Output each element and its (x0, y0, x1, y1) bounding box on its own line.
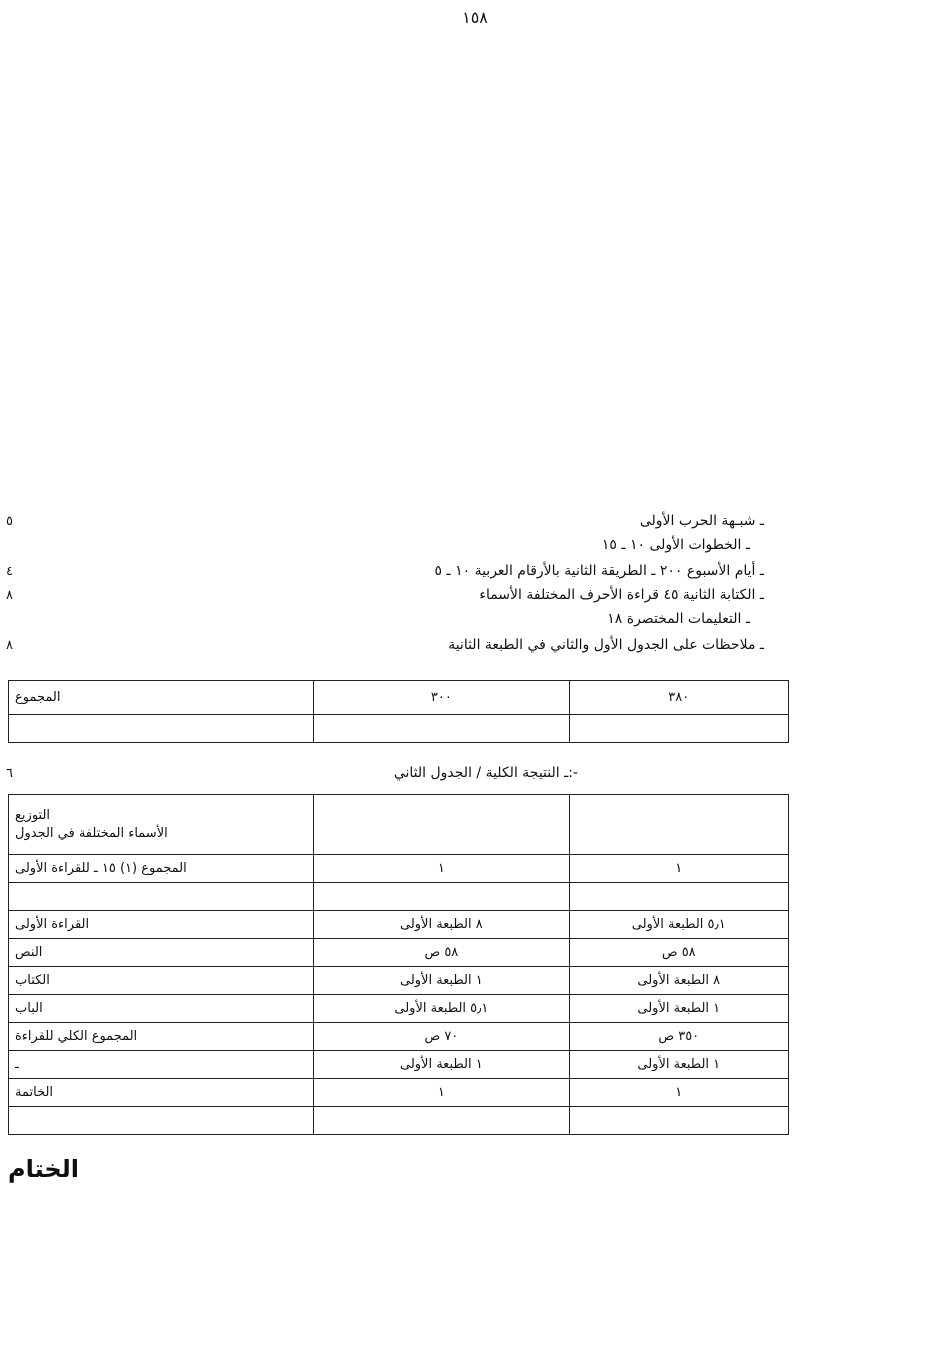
table-row (9, 1079, 789, 1107)
line-text: ـ الكتابة الثانية ٤٥ قراءة الأحرف المختلفة الأسماء (479, 587, 764, 603)
page-number: ١٥٨ (462, 8, 488, 27)
table-row (9, 1107, 789, 1135)
table-cell: ٣٥٠ ص (569, 1023, 788, 1051)
table-row (9, 715, 789, 743)
table-cell: الباب (9, 995, 314, 1023)
table-cell: المجموع (9, 681, 314, 715)
line-text: ـ الخطوات الأولى ١٠ ـ ١٥ (601, 537, 750, 553)
table-cell: ١ (314, 855, 569, 883)
table-cell: ١ الطبعة الأولى (314, 967, 569, 995)
line-number: ٥ (6, 514, 13, 529)
table-header-cell (314, 795, 569, 855)
table-row (9, 883, 789, 911)
table-cell: ١ (569, 1079, 788, 1107)
table-header-cell (569, 795, 788, 855)
line-text: ـ شبـهة الحرب الأولى (639, 513, 764, 529)
summary-table (8, 680, 789, 743)
closing-heading: الختام (8, 1155, 79, 1183)
table-cell (569, 715, 788, 743)
table-row (9, 967, 789, 995)
table-cell: ٥٨ ص (569, 939, 788, 967)
table-cell: ٣٠٠ (314, 681, 569, 715)
table-cell: ١ (569, 855, 788, 883)
table-cell: ٧٠ ص (314, 1023, 569, 1051)
numbered-line (0, 764, 950, 786)
header-line: الأسماء المختلفة في الجدول (15, 825, 168, 841)
table-cell: ٣٨٠ (569, 681, 788, 715)
numbered-line (0, 636, 950, 658)
numbered-line (0, 562, 950, 584)
numbered-line (0, 536, 950, 558)
table-cell: القراءة الأولى (9, 911, 314, 939)
table-row (9, 939, 789, 967)
table-cell (9, 1107, 314, 1135)
table-cell (9, 883, 314, 911)
table-cell: ١ الطبعة الأولى (569, 1051, 788, 1079)
table-row (9, 1023, 789, 1051)
table-cell: ٨ الطبعة الأولى (569, 967, 788, 995)
table-cell: المجموع (١) ١٥ ـ للقراءة الأولى (9, 855, 314, 883)
table-cell (9, 715, 314, 743)
table-cell: ٥٫١ الطبعة الأولى (569, 911, 788, 939)
table-cell: ١ (314, 1079, 569, 1107)
table-cell: ٥٫١ الطبعة الأولى (314, 995, 569, 1023)
table-cell: الكتاب (9, 967, 314, 995)
table-cell (314, 715, 569, 743)
table-header-row (9, 795, 789, 855)
table-cell: ٨ الطبعة الأولى (314, 911, 569, 939)
table-row (9, 681, 789, 715)
table-cell (569, 883, 788, 911)
detail-table (8, 794, 789, 1135)
table-row (9, 911, 789, 939)
table-cell: ـ (9, 1051, 314, 1079)
line-number: ٤ (6, 564, 13, 579)
table-cell: ١ الطبعة الأولى (569, 995, 788, 1023)
table-row (9, 1051, 789, 1079)
numbered-line (0, 610, 950, 632)
numbered-line (0, 512, 950, 534)
table-row (9, 995, 789, 1023)
line-text: ـ التعليمات المختصرة ١٨ (607, 611, 750, 627)
table-row (9, 855, 789, 883)
table-header-cell (9, 795, 314, 855)
table-cell (314, 1107, 569, 1135)
table-cell: ٥٨ ص (314, 939, 569, 967)
table-cell: ١ الطبعة الأولى (314, 1051, 569, 1079)
line-text: ـ النتيجة الكلية / الجدول الثاني:- (393, 765, 578, 781)
header-line: التوزيع (15, 807, 51, 823)
line-number: ٨ (6, 588, 13, 603)
numbered-line (0, 586, 950, 608)
line-number: ٨ (6, 638, 13, 653)
table-cell: المجموع الكلي للقراءة (9, 1023, 314, 1051)
line-number: ٦ (6, 766, 13, 781)
table-cell (314, 883, 569, 911)
table-cell: النص (9, 939, 314, 967)
line-text: ـ أيام الأسبوع ٢٠٠ ـ الطريقة الثانية بالأرقام العربية ١٠ ـ ٥ (434, 563, 764, 579)
table-cell (569, 1107, 788, 1135)
line-text: ـ ملاحظات على الجدول الأول والثاني في الطبعة الثانية (448, 637, 764, 653)
table-cell: الخاتمة (9, 1079, 314, 1107)
